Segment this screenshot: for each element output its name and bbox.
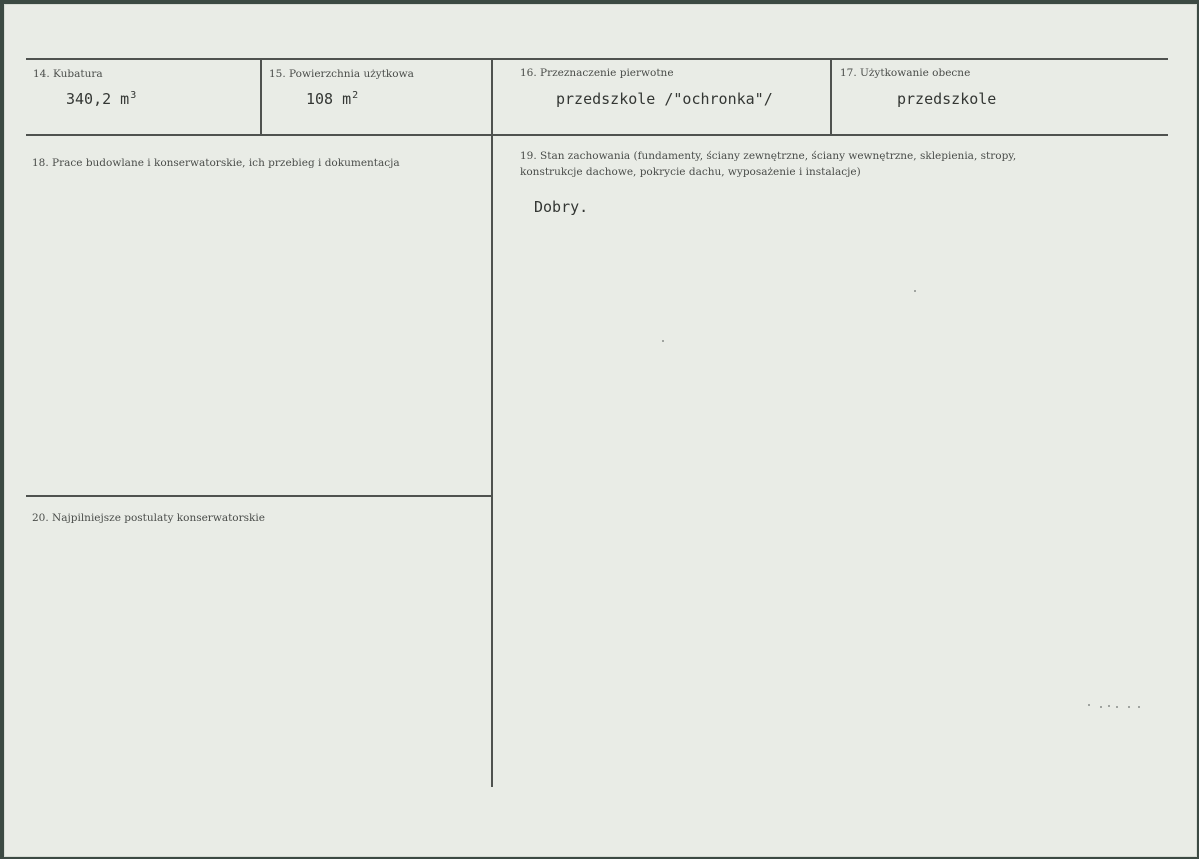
top-rule xyxy=(26,58,1168,60)
field-14-label: 14. Kubatura xyxy=(33,68,103,80)
divider-16-17 xyxy=(830,59,832,135)
main-column-divider xyxy=(491,59,493,787)
field-14-value: 340,2 $m^3$ xyxy=(66,90,137,108)
paper-speck xyxy=(1138,706,1140,708)
paper-speck xyxy=(1100,706,1102,708)
field-18-label: 18. Prace budowlane i konserwatorskie, ich przebieg i dokumentacja xyxy=(32,157,400,169)
paper-speck xyxy=(1088,704,1090,706)
field-16-value: przedszkole /"ochronka"/ xyxy=(556,90,773,108)
field-15-value: 108 $m^2$ xyxy=(306,90,359,108)
record-card xyxy=(4,4,1197,857)
field-15-label: 15. Powierzchnia użytkowa xyxy=(269,68,414,80)
paper-speck xyxy=(1128,706,1130,708)
paper-speck xyxy=(914,290,916,292)
paper-speck xyxy=(1108,705,1110,707)
field-17-value: przedszkole xyxy=(897,90,997,108)
paper-speck xyxy=(1116,706,1118,708)
paper-speck xyxy=(662,340,664,342)
field-20-label: 20. Najpilniejsze postulaty konserwatorskie xyxy=(32,512,265,524)
field-19-value: Dobry. xyxy=(534,198,589,216)
header-bottom-rule xyxy=(26,134,1168,136)
field-17-label: 17. Użytkowanie obecne xyxy=(840,67,971,79)
field-16-label: 16. Przeznaczenie pierwotne xyxy=(520,67,674,79)
left-column-divider-rule xyxy=(26,495,492,497)
field-19-label: 19. Stan zachowania (fundamenty, ściany zewnętrzne, ściany wewnętrzne, sklepienia, stropy, konstrukcje dachowe, pokrycie dachu, wyposażenie i instalacje) xyxy=(520,150,1017,178)
divider-14-15 xyxy=(260,59,262,135)
